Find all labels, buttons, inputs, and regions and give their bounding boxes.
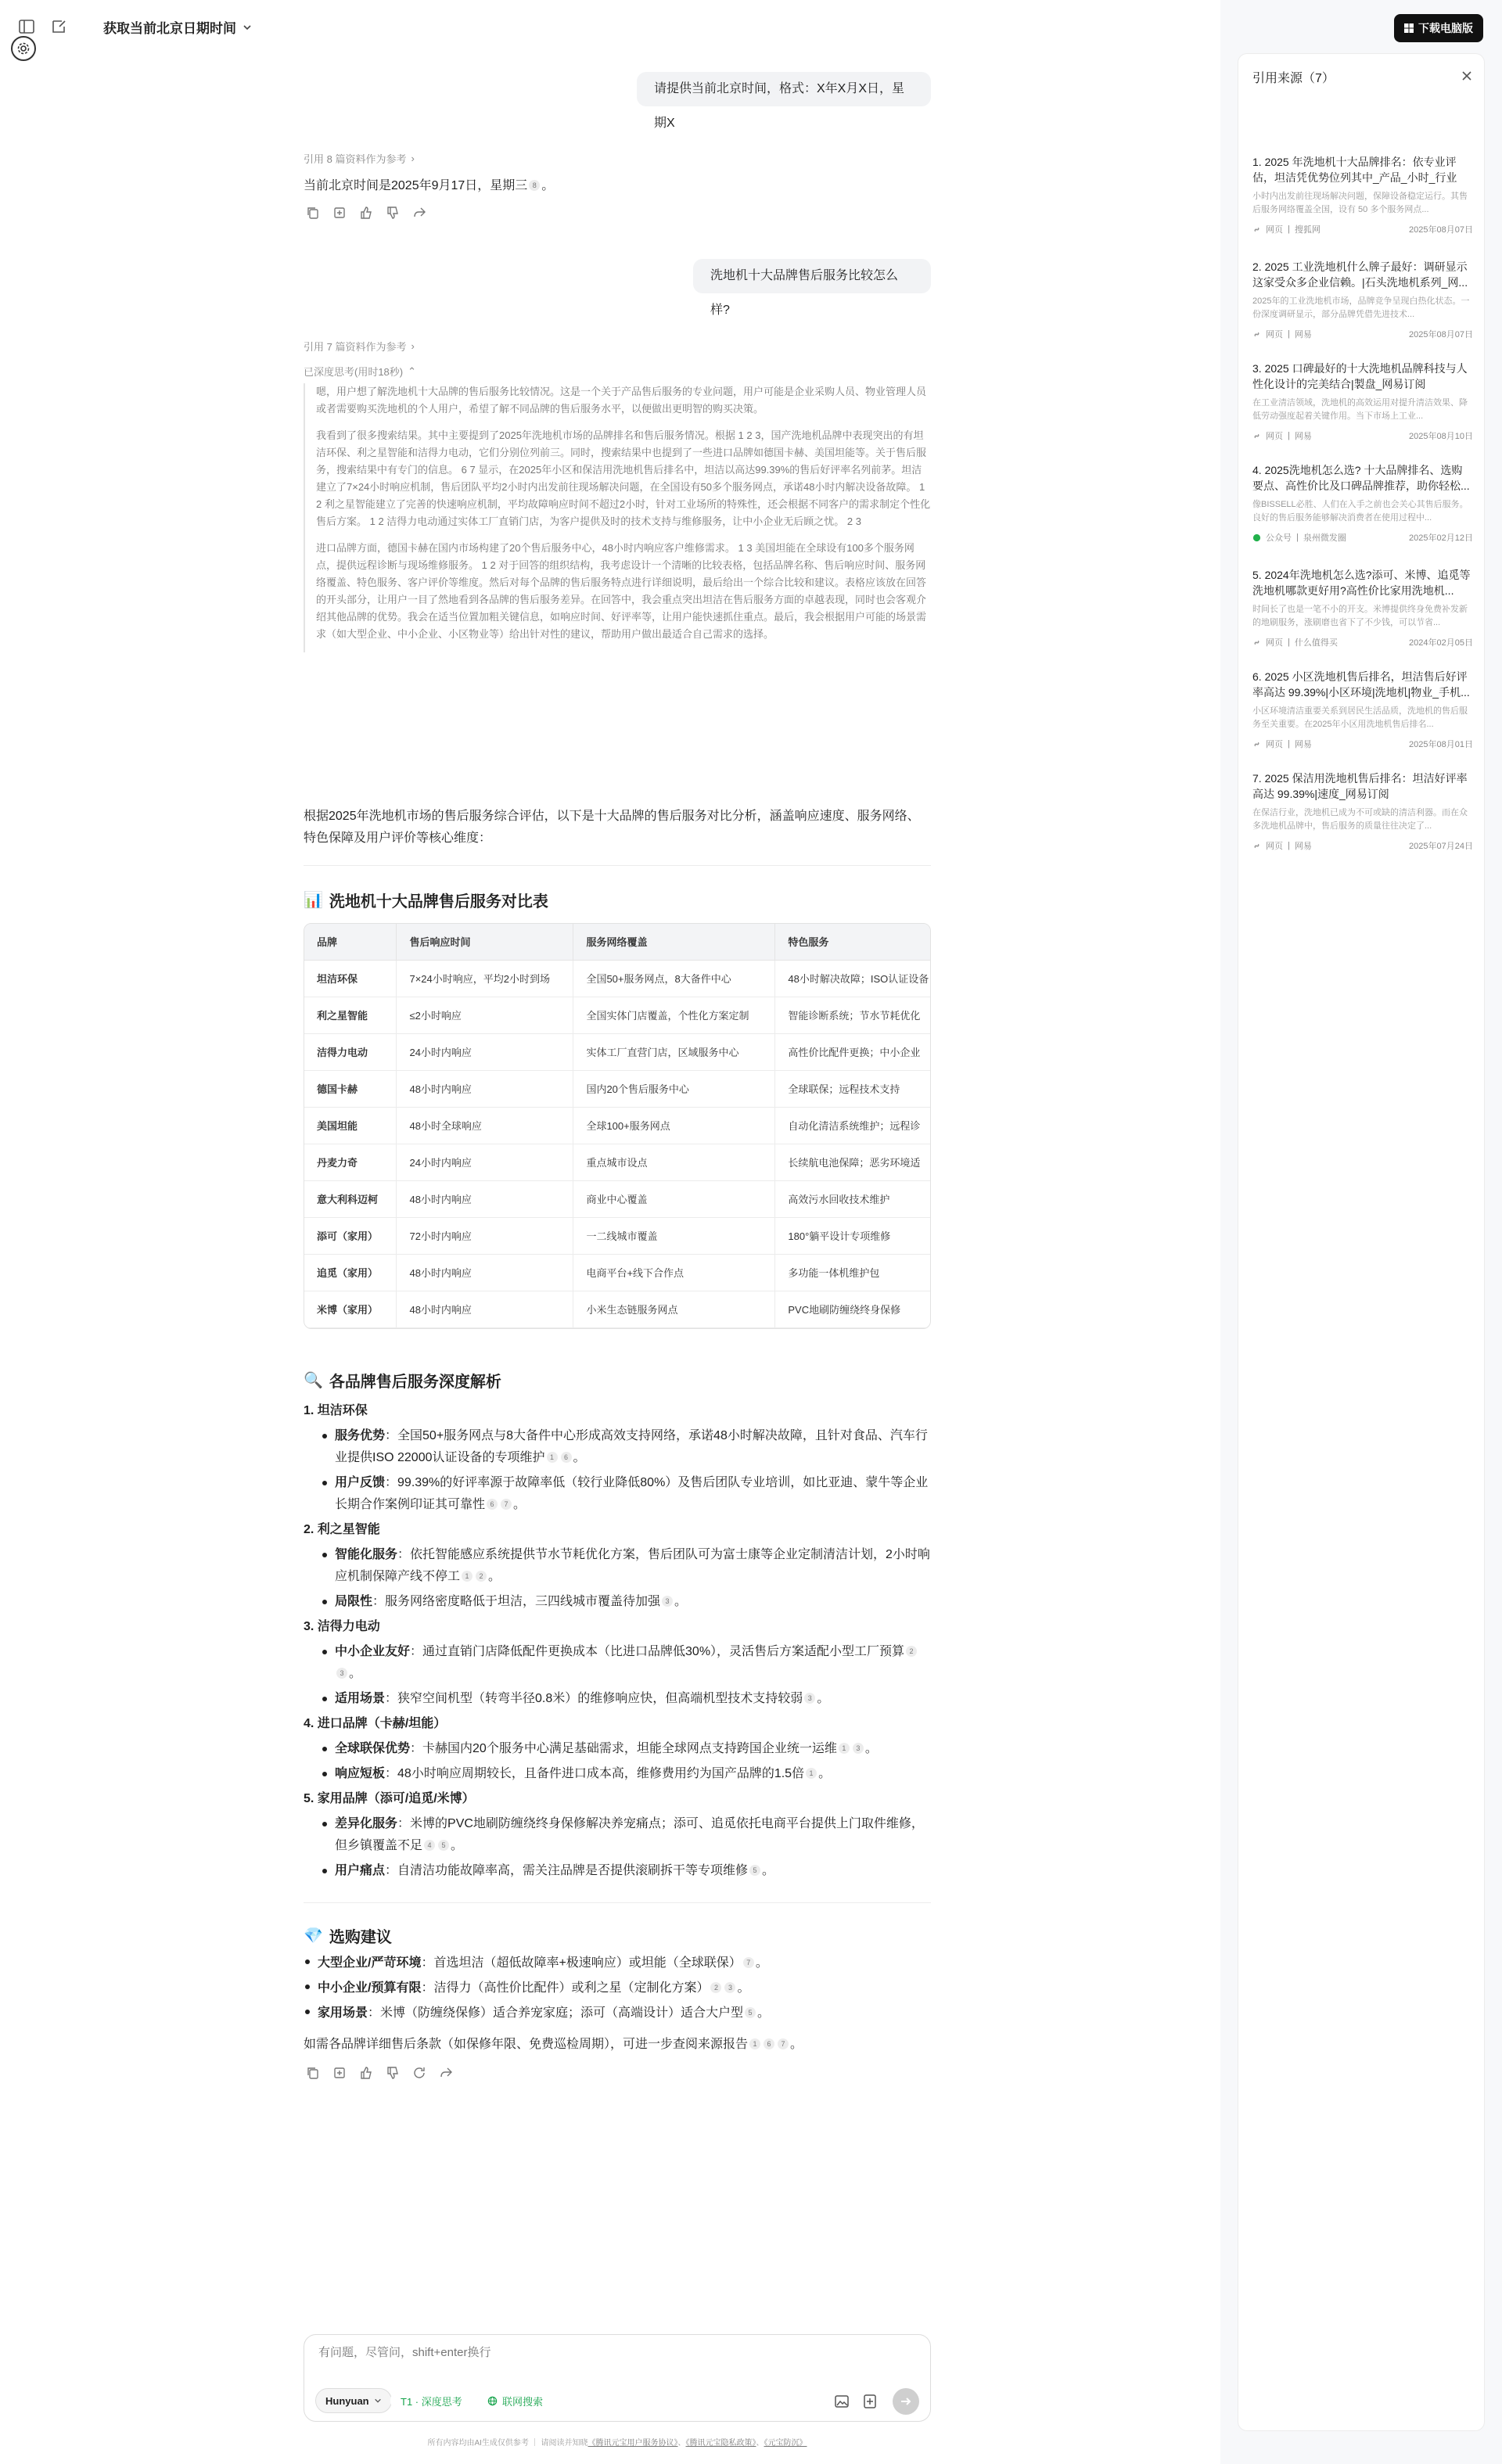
source-title: 5. 2024年洗地机怎么选?添可、米博、追觅等洗地机哪款更好用?高性价比家用洗地机... xyxy=(1252,569,1471,597)
bullet-key: 服务优势 xyxy=(335,1429,386,1442)
bullet-key: 差异化服务 xyxy=(335,1817,398,1830)
meta-separator: | xyxy=(1296,533,1299,542)
chevron-right-icon: › xyxy=(411,153,415,164)
bullet-key: 局限性 xyxy=(335,1595,373,1608)
citation-badge[interactable]: 2 xyxy=(906,1646,917,1657)
source-title: 3. 2025 口碑最好的十大洗地机品牌科技与人性化设计的完美结合|製盘_网易订阅 xyxy=(1252,362,1468,390)
user-message-2: 洗地机十大品牌售后服务比较怎么样? xyxy=(693,259,931,293)
source-snippet: 在工业清洁领域，洗地机的高效运用对提升清洁效果、降低劳动强度起着关键作用。当下市场上工业... xyxy=(1252,398,1468,421)
user-message-1: 请提供当前北京时间，格式：X年X月X日，星期X xyxy=(637,72,931,106)
source-card[interactable] xyxy=(1252,770,1473,852)
source-date: 2025年08月07日 xyxy=(1409,225,1473,235)
table-cell: 利之星智能 xyxy=(304,997,397,1033)
table-row xyxy=(304,1291,931,1327)
table-cell: 48小时解决故障；ISO认证设备 xyxy=(775,960,931,997)
image-upload-icon[interactable] xyxy=(833,2393,850,2410)
closing-sentence: 如需各品牌详细售后条款（如保修年限、免费巡检周期），可进一步查阅来源报告 xyxy=(304,2038,749,2051)
table-cell: 坦洁环保 xyxy=(304,960,397,997)
deep-think-label: 已深度思考(用时18秒) xyxy=(304,366,404,378)
brand-bullet: 差异化服务：米博的PVC地刷防缠绕终身保修解决养宠痛点；添可、追觅依托电商平台提供上门取件维修，但乡镇覆盖不足 4 5 。 xyxy=(304,1813,931,1857)
bullet-text: ：自清洁功能故障率高，需关注品牌是否提供滚刷拆干等专项维修 xyxy=(385,1864,749,1877)
source-date: 2025年08月07日 xyxy=(1409,330,1473,339)
table-cell: 电商平台+线下合作点 xyxy=(573,1254,775,1291)
table-cell: 自动化清洁系统维护；远程诊 xyxy=(775,1107,931,1144)
windows-icon xyxy=(1404,23,1414,33)
table-cell: 高性价比配件更换；中小企业 xyxy=(775,1033,931,1070)
citation-badge[interactable]: 5 xyxy=(749,1865,760,1876)
footer-text: 所有内容均由AI生成仅供参考 ｜ 请阅读并知晓 xyxy=(427,2439,588,2448)
table-cell: 48小时内响应 xyxy=(397,1254,573,1291)
citation-badge[interactable]: 2 xyxy=(710,1982,721,1993)
copy-icon[interactable] xyxy=(305,205,321,221)
regenerate-icon[interactable] xyxy=(411,2065,427,2081)
table-header-cell: 特色服务 xyxy=(775,924,931,960)
source-date: 2024年02月05日 xyxy=(1409,638,1473,648)
thumbs-down-icon[interactable] xyxy=(385,205,401,221)
source-type: 网页 xyxy=(1266,432,1283,441)
thumbs-up-icon[interactable] xyxy=(358,205,374,221)
table-title: 洗地机十大品牌售后服务对比表 xyxy=(329,893,548,911)
source-type: 网页 xyxy=(1266,740,1283,749)
share-icon[interactable] xyxy=(411,205,427,221)
brand-section-title: 5. 家用品牌（添可/追觅/米博） xyxy=(304,1792,475,1805)
table-header-cell: 品牌 xyxy=(304,924,397,960)
chat-title-dropdown[interactable] xyxy=(103,17,252,37)
source-date: 2025年02月12日 xyxy=(1409,533,1473,543)
table-cell: ≤2小时响应 xyxy=(397,997,573,1033)
citation-badge[interactable]: 3 xyxy=(662,1596,673,1607)
chat-input-box xyxy=(304,2334,931,2422)
table-header-cell: 售后响应时间 xyxy=(397,924,573,960)
bullet-text: ：服务网络密度略低于坦洁，三四线城市覆盖待加强 xyxy=(372,1595,661,1608)
source-date: 2025年08月10日 xyxy=(1409,432,1473,441)
table-cell: 48小时内响应 xyxy=(397,1291,573,1327)
table-cell: 重点城市设点 xyxy=(573,1144,775,1180)
table-cell: 48小时全球响应 xyxy=(397,1107,573,1144)
copy-icon[interactable] xyxy=(305,2065,321,2081)
table-cell: 添可（家用） xyxy=(304,1217,397,1254)
source-card[interactable] xyxy=(1252,669,1473,750)
table-cell: 追觅（家用） xyxy=(304,1254,397,1291)
analysis-heading xyxy=(304,1369,501,1392)
divider xyxy=(304,865,931,866)
table-row xyxy=(304,1180,931,1217)
meta-separator: | xyxy=(1288,431,1290,440)
brand-bullet: 局限性：服务网络密度略低于坦洁，三四线城市覆盖待加强 3 。 xyxy=(304,1591,931,1613)
source-meta xyxy=(1252,839,1473,852)
brand-bullet: 用户反馈：99.39%的好评率源于故障率低（较行业降低80%）及售后团队专业培训，如比亚迪、蒙牛等企业长期合作案例印证其可靠性 6 7 。 xyxy=(304,1472,931,1516)
citation-badge[interactable]: 4 xyxy=(424,1840,435,1851)
chart-emoji-icon: 📊 xyxy=(304,892,323,909)
source-card[interactable] xyxy=(1252,462,1473,544)
table-body xyxy=(304,960,931,1327)
brand-bullet: 全球联保优势：卡赫国内20个服务中心满足基础需求，坦能全球网点支持跨国企业统一运维 1 3 。 xyxy=(304,1738,931,1760)
source-card[interactable] xyxy=(1252,361,1473,442)
brand-section-title: 3. 洁得力电动 xyxy=(304,1620,380,1633)
source-site: 网易 xyxy=(1294,432,1312,441)
table-cell: 洁得力电动 xyxy=(304,1033,397,1070)
table-cell: 48小时内响应 xyxy=(397,1070,573,1107)
meta-separator: | xyxy=(1288,841,1290,850)
meta-separator: | xyxy=(1288,739,1290,749)
table-cell: 实体工厂直营门店，区域服务中心 xyxy=(573,1033,775,1070)
table-row xyxy=(304,960,931,997)
bullet-text: ：全国50+服务网点与8大备件中心形成高效支持网络，承诺48小时解决故障，且针对食品、汽车行业提供ISO 22000认证设备的专项维护 xyxy=(335,1429,928,1464)
table-cell: 意大利科迈柯 xyxy=(304,1180,397,1217)
comparison-table[interactable] xyxy=(304,923,931,1329)
source-type: 公众号 xyxy=(1266,533,1292,543)
advice-key: 家用场景 xyxy=(318,2006,368,2020)
brand-analysis-list xyxy=(304,1400,931,1885)
table-cell: 美国坦能 xyxy=(304,1107,397,1144)
advice-item: 家用场景：米博（防缠绕保修）适合养宠家庭；添可（高端设计）适合大户型 5 。 xyxy=(304,2001,931,2026)
citation-badge[interactable]: 3 xyxy=(336,1668,347,1679)
table-cell: 全球100+服务网点 xyxy=(573,1107,775,1144)
source-snippet: 时间长了也是一笔不小的开支。米博提供终身免费补发新的地刷服务，涨刷磨也省下了不少钱，可以节省... xyxy=(1252,605,1468,627)
citation-badge[interactable]: 1 xyxy=(547,1452,558,1463)
table-cell: 一二线城市覆盖 xyxy=(573,1217,775,1254)
table-cell: 48小时内响应 xyxy=(397,1180,573,1217)
citation-badge[interactable]: 5 xyxy=(438,1840,449,1851)
new-chat-icon[interactable] xyxy=(50,17,69,36)
advice-item: 大型企业/严苛环境：首选坦洁（超低故障率+极速响应）或坦能（全球联保） 7 。 xyxy=(304,1951,931,1976)
source-site: 什么值得买 xyxy=(1294,638,1338,648)
citation-badge[interactable]: 1 xyxy=(462,1571,473,1582)
web-search-toggle-button[interactable] xyxy=(478,2388,552,2413)
source-snippet: 小区环境清洁重要关系到居民生活品质，洗地机的售后服务至关重要。在2025年小区用洗地机售后排名... xyxy=(1252,706,1468,729)
table-row xyxy=(304,1254,931,1291)
analysis-title: 各品牌售后服务深度解析 xyxy=(329,1374,501,1391)
source-site: 搜狐网 xyxy=(1294,225,1321,235)
source-site: 网易 xyxy=(1294,330,1312,339)
closing-citations xyxy=(748,2038,790,2051)
bullet-text: ：狭窄空间机型（转弯半径0.8米）的维修响应快，但高端机型技术支持较弱 xyxy=(385,1692,803,1705)
source-type: 网页 xyxy=(1266,225,1283,235)
source-card[interactable] xyxy=(1252,259,1473,340)
thumbs-down-icon[interactable] xyxy=(385,2065,401,2081)
reference-toggle-1[interactable] xyxy=(304,151,415,166)
meta-separator: | xyxy=(1288,638,1290,647)
advice-text: ：洁得力（高性价比配件）或利之星（定制化方案） xyxy=(421,1981,710,1995)
table-cell: 米博（家用） xyxy=(304,1291,397,1327)
thumbs-up-icon[interactable] xyxy=(358,2065,374,2081)
web-search-label: 联网搜索 xyxy=(502,2395,544,2408)
bullet-key: 全球联保优势 xyxy=(335,1742,411,1755)
send-arrow-icon xyxy=(900,2395,912,2408)
deep-think-toggle[interactable] xyxy=(304,364,416,379)
source-meta xyxy=(1252,636,1473,648)
brand-section-title: 1. 坦洁环保 xyxy=(304,1404,368,1417)
source-type: 网页 xyxy=(1266,638,1283,648)
chevron-down-icon xyxy=(243,23,252,32)
chevron-up-icon: ⌃ xyxy=(408,365,417,377)
table-row xyxy=(304,1107,931,1144)
bullet-text: ：99.39%的好评率源于故障率低（较行业降低80%）及售后团队专业培训，如比亚迪、蒙牛等企业长期合作案例印证其可靠性 xyxy=(335,1476,929,1511)
advice-list xyxy=(304,1951,931,2026)
table-cell: 多功能一体机维护包 xyxy=(775,1254,931,1291)
answer-1-actions xyxy=(305,205,427,221)
source-meta xyxy=(1252,531,1473,544)
source-card[interactable] xyxy=(1252,154,1473,235)
anti-addiction-link[interactable]: 《元宝防沉》 xyxy=(764,2439,807,2448)
brand-section-title: 2. 利之星智能 xyxy=(304,1523,380,1536)
chevron-down-icon xyxy=(374,2397,382,2405)
link-icon xyxy=(1252,330,1261,339)
close-icon[interactable] xyxy=(1461,70,1473,82)
bullet-text: ：通过直销门店降低配件更换成本（比进口品牌低30%），灵活售后方案适配小型工厂预算 xyxy=(410,1645,905,1658)
table-header-row xyxy=(304,924,931,960)
meta-separator: | xyxy=(1288,329,1290,339)
diamond-icon: 💎 xyxy=(304,1927,323,1945)
divider xyxy=(304,1902,931,1903)
table-row xyxy=(304,1217,931,1254)
advice-title: 选购建议 xyxy=(329,1929,392,1946)
file-upload-icon[interactable] xyxy=(861,2393,879,2410)
table-cell: 全国50+服务网点，8大备件中心 xyxy=(573,960,775,997)
download-label: 下载电脑版 xyxy=(1418,22,1473,34)
citation-badge[interactable]: 6 xyxy=(487,1499,498,1510)
top-bar xyxy=(0,0,1220,55)
link-icon xyxy=(1252,638,1261,647)
brand-bullet: 响应短板：48小时响应周期较长，且备件进口成本高，维修费用约为国产品牌的1.5倍 1 。 xyxy=(304,1763,931,1785)
table-cell: 72小时内响应 xyxy=(397,1217,573,1254)
table-header-cell: 服务网络覆盖 xyxy=(573,924,775,960)
table-row xyxy=(304,1033,931,1070)
source-title: 7. 2025 保洁用洗地机售后排名：坦洁好评率高达 99.39%|速度_网易订阅 xyxy=(1252,772,1468,800)
assistant-answer-1: 当前北京时间是2025年9月17日，星期三 8 。 xyxy=(304,179,555,192)
citation-badge[interactable]: 7 xyxy=(743,1957,754,1968)
citation-badge[interactable]: 1 xyxy=(749,2038,760,2049)
reference-toggle-2[interactable] xyxy=(304,339,415,354)
citation-badge[interactable]: 1 xyxy=(806,1768,817,1779)
source-meta xyxy=(1252,223,1473,235)
send-button[interactable] xyxy=(893,2388,919,2415)
source-type: 网页 xyxy=(1266,330,1283,339)
deep-think-toggle-button[interactable] xyxy=(390,2388,473,2413)
reference-count-2: 引用 7 篇资料作为参考 xyxy=(304,341,407,353)
table-cell: 智能诊断系统；节水节耗优化 xyxy=(775,997,931,1033)
advice-text: ：首选坦洁（超低故障率+极速响应）或坦能（全球联保） xyxy=(421,1956,742,1970)
closing-text: 如需各品牌详细售后条款（如保修年限、免费巡检周期），可进一步查阅来源报告 1 6 7 。 xyxy=(304,2038,803,2051)
answer-2-actions xyxy=(305,2065,454,2081)
table-cell: 180°躺平设计专项维修 xyxy=(775,1217,931,1254)
source-meta xyxy=(1252,328,1473,340)
bullet-text: ：卡赫国内20个服务中心满足基础需求，坦能全球网点支持跨国企业统一运维 xyxy=(410,1742,837,1755)
citation-badge[interactable]: 3 xyxy=(804,1693,815,1704)
table-cell: PVC地刷防缠绕终身保修 xyxy=(775,1291,931,1327)
meta-separator: | xyxy=(1288,224,1290,234)
bullet-key: 用户痛点 xyxy=(335,1864,386,1877)
table-cell: 24小时内响应 xyxy=(397,1033,573,1070)
model-name: Hunyuan xyxy=(325,2394,369,2407)
citation-badge[interactable]: 6 xyxy=(764,2038,774,2049)
thinking-process xyxy=(304,383,931,652)
source-snippet: 像BISSELL必胜、人们在入手之前也会关心其售后服务。良好的售后服务能够解决消费者在使用过程中... xyxy=(1252,500,1468,523)
source-card[interactable] xyxy=(1252,567,1473,648)
globe-icon xyxy=(487,2396,498,2406)
source-meta xyxy=(1252,738,1473,750)
chevron-right-icon: › xyxy=(411,340,415,352)
table-cell: 德国卡赫 xyxy=(304,1070,397,1107)
advice-text: ：米博（防缠绕保修）适合养宠家庭；添可（高端设计）适合大户型 xyxy=(368,2006,744,2020)
advice-heading xyxy=(304,1924,392,1947)
source-type: 网页 xyxy=(1266,842,1283,851)
bullet-key: 智能化服务 xyxy=(335,1548,398,1561)
citation-badge[interactable]: 8 xyxy=(529,180,540,191)
source-site: 网易 xyxy=(1294,842,1312,851)
bullet-text: ：米博的PVC地刷防缠绕终身保修解决养宠痛点；添可、追觅依托电商平台提供上门取件维修，但乡镇覆盖不足 xyxy=(335,1817,924,1852)
answer-2-intro: 根据2025年洗地机市场的售后服务综合评估，以下是十大品牌的售后服务对比分析，涵盖响应速度、服务网络、特色保障及用户评价等核心维度： xyxy=(304,810,920,845)
table-row xyxy=(304,997,931,1033)
table-cell: 24小时内响应 xyxy=(397,1144,573,1180)
bullet-text: ：48小时响应周期较长，且备件进口成本高，维修费用约为国产品牌的1.5倍 xyxy=(385,1767,805,1780)
advice-key: 中小企业/预算有限 xyxy=(318,1981,422,1995)
brand-section-title: 4. 进口品牌（卡赫/坦能） xyxy=(304,1717,447,1730)
table-cell: 丹麦力奇 xyxy=(304,1144,397,1180)
source-snippet: 2025年的工业洗地机市场，品牌竞争呈现白热化状态。一份深度调研显示，部分品牌凭借先进技术... xyxy=(1252,296,1470,319)
source-date: 2025年07月24日 xyxy=(1409,842,1473,851)
bullet-key: 中小企业友好 xyxy=(335,1645,411,1658)
source-title: 4. 2025洗地机怎么选? 十大品牌排名、选购要点、高性价比及口碑品牌推荐，助你轻松... xyxy=(1252,464,1470,492)
bullet-key: 响应短板 xyxy=(335,1767,386,1780)
footer-disclaimer: 所有内容均由AI生成仅供参考 ｜ 请阅读并知晓《腾讯元宝用户服务协议》、《腾讯元宝隐私政策》、《元宝防沉》 xyxy=(427,2439,807,2448)
download-desktop-button[interactable] xyxy=(1394,14,1483,42)
link-icon xyxy=(1252,842,1261,850)
brand-bullet: 中小企业友好：通过直销门店降低配件更换成本（比进口品牌低30%），灵活售后方案适配小型工厂预算 23 。 xyxy=(304,1641,931,1685)
thinking-paragraph: 我看到了很多搜索结果。其中主要提到了2025年洗地机市场的品牌排名和售后服务情况。根据 1 2 3，国产洗地机品牌中表现突出的有坦洁环保、利之星智能和洁得力电动，它们分别位列前三。同时，搜索结果中也提到了一些进口品牌如德国卡赫、美国坦能等。关于售后服务，搜索结果中有专门的信息。 6 7 显示，在2025年小区和保洁用洗地机售后排名中，坦洁以高达99.39%的售后好评率名列前茅。坦洁建立了7×24小时响应机制，售后团队平均2小时内出发前往现场解决问题，在全国设有50多个服务网点，承诺48小时内解决设备故障。 1 2 利之星智能建立了完善的快速响应机制，平均故障响应时间不超过2小时，针对工业场所的特殊性，还会根据不同客户的需求制定个性化售后方案。 1 2 洁得力电动通过实体工厂直销门店，为客户提供及时的技术支持与维修服务，让中小企业无后顾之忧。 2 3 xyxy=(316,429,931,527)
magnifier-icon: 🔍 xyxy=(304,1372,323,1389)
table-cell: 高效污水回收技术维护 xyxy=(775,1180,931,1217)
citation-badge[interactable]: 3 xyxy=(724,1982,735,1993)
answer-1-text: 当前北京时间是2025年9月17日，星期三 xyxy=(304,179,528,192)
citation-badge[interactable]: 7 xyxy=(778,2038,789,2049)
table-cell: 国内20个售后服务中心 xyxy=(573,1070,775,1107)
source-meta xyxy=(1252,429,1473,442)
sidebar-toggle-icon[interactable] xyxy=(17,17,36,36)
bullet-key: 用户反馈 xyxy=(335,1476,386,1489)
table-row xyxy=(304,1070,931,1107)
brand-bullet: 智能化服务：依托智能感应系统提供节水节耗优化方案，售后团队可为富士康等企业定制清洁计划，2小时响应机制保障产线不停工 1 2 。 xyxy=(304,1544,931,1588)
source-snippet: 在保洁行业，洗地机已成为不可或缺的清洁利器。而在众多洗地机品牌中，售后服务的质量往往决定了... xyxy=(1252,808,1468,831)
table-cell: 全国实体门店覆盖，个性化方案定制 xyxy=(573,997,775,1033)
table-cell: 商业中心覆盖 xyxy=(573,1180,775,1217)
brand-bullet: 用户痛点：自清洁功能故障率高，需关注品牌是否提供滚刷拆干等专项维修 5 。 xyxy=(304,1860,931,1882)
citation-badge[interactable]: 5 xyxy=(745,2007,756,2018)
sources-panel xyxy=(1238,53,1485,2431)
bullet-text: ：依托智能感应系统提供节水节耗优化方案，售后团队可为富士康等企业定制清洁计划，2小时响应机制保障产线不停工 xyxy=(335,1548,930,1583)
table-cell: 长续航电池保障；恶劣环境适 xyxy=(775,1144,931,1180)
source-title: 6. 2025 小区洗地机售后排名，坦洁售后好评率高达 99.39%|小区环境|洗地机|物业_手机... xyxy=(1252,670,1470,699)
share-icon[interactable] xyxy=(438,2065,454,2081)
advice-item: 中小企业/预算有限：洁得力（高性价比配件）或利之星（定制化方案） 2 3 。 xyxy=(304,1976,931,2001)
settings-icon[interactable] xyxy=(11,36,36,61)
brand-bullet: 服务优势：全国50+服务网点与8大备件中心形成高效支持网络，承诺48小时解决故障，且针对食品、汽车行业提供ISO 22000认证设备的专项维护 1 6 。 xyxy=(304,1425,931,1469)
table-row xyxy=(304,1144,931,1180)
model-select[interactable] xyxy=(315,2388,392,2413)
citation-badge[interactable]: 1 xyxy=(839,1743,850,1754)
deep-think-chip-label: T1 · 深度思考 xyxy=(401,2395,462,2408)
table-cell: 小米生态链服务网点 xyxy=(573,1291,775,1327)
thinking-paragraph: 嗯，用户想了解洗地机十大品牌的售后服务比较情况。这是一个关于产品售后服务的专业问题，用户可能是企业采购人员、物业管理人员或者需要购买洗地机的个人用户，希望了解不同品牌的售后服务水平，以便做出更明智的购买决策。 xyxy=(316,386,927,415)
table-cell: 全球联保；远程技术支持 xyxy=(775,1070,931,1107)
citation-badge[interactable]: 7 xyxy=(501,1499,512,1510)
link-icon xyxy=(1252,432,1261,440)
link-icon xyxy=(1252,225,1261,234)
sources-header: 引用来源（7） xyxy=(1252,72,1335,85)
terms-link[interactable]: 《腾讯元宝用户服务协议》 xyxy=(588,2439,678,2448)
brand-bullet: 适用场景：狭窄空间机型（转弯半径0.8米）的维修响应快，但高端机型技术支持较弱 3 。 xyxy=(304,1688,931,1710)
bullet-key: 适用场景 xyxy=(335,1692,386,1705)
source-site: 泉州微发圈 xyxy=(1303,533,1346,543)
chat-title: 获取当前北京日期时间 xyxy=(103,21,236,36)
source-date: 2025年08月01日 xyxy=(1409,740,1473,749)
wechat-icon xyxy=(1252,533,1261,542)
citation-badge[interactable]: 3 xyxy=(853,1743,864,1754)
bookmark-add-icon[interactable] xyxy=(332,2065,347,2081)
citation-badge[interactable]: 2 xyxy=(476,1571,487,1582)
privacy-link[interactable]: 《腾讯元宝隐私政策》 xyxy=(685,2439,756,2448)
thinking-paragraph: 进口品牌方面，德国卡赫在国内市场构建了20个售后服务中心，48小时内响应客户维修需求。 1 3 美国坦能在全球设有100多个服务网点，提供远程诊断与现场维修服务。 1 2 对于回答的组织结构，我考虑设计一个清晰的比较表格，包括品牌名称、售后响应时间、服务网络覆盖、特色服务、客户评价等维度。然后对每个品牌的售后服务特点进行详细说明，最后给出一个综合比较和建议。表格应该放在回答的开头部分，让用户一目了然地看到各品牌的售后服务差异。在回答中，我会重点突出坦洁在售后服务方面的卓越表现，同时也会客观介绍其他品牌的优势。我会在适当位置加粗关键信息，如响应时间、好评率等，让用户能快速抓住重点。最后，我会根据用户可能的场景需求（如大型企业、中小企业、小区物业等）给出针对性的建议，帮助用户做出最适合自己需求的选择。 xyxy=(316,542,927,640)
advice-key: 大型企业/严苛环境 xyxy=(318,1956,422,1970)
prompt-input[interactable] xyxy=(318,2346,913,2359)
source-title: 1. 2025 年洗地机十大品牌排名：依专业评估，坦洁凭优势位列其中_产品_小时_行业 xyxy=(1252,156,1457,184)
source-title: 2. 2025 工业洗地机什么牌子最好：调研显示这家受众多企业信赖。|石头洗地机系列_网... xyxy=(1252,260,1468,289)
citation-badge[interactable]: 6 xyxy=(561,1452,572,1463)
link-icon xyxy=(1252,740,1261,749)
source-site: 网易 xyxy=(1294,740,1312,749)
source-snippet: 小时内出发前往现场解决问题，保障设备稳定运行。其售后服务网络覆盖全国，设有 50 多个服务网点... xyxy=(1252,192,1468,214)
reference-count-1: 引用 8 篇资料作为参考 xyxy=(304,153,407,165)
bookmark-add-icon[interactable] xyxy=(332,205,347,221)
table-cell: 7×24小时响应，平均2小时到场 xyxy=(397,960,573,997)
table-heading xyxy=(304,889,548,911)
